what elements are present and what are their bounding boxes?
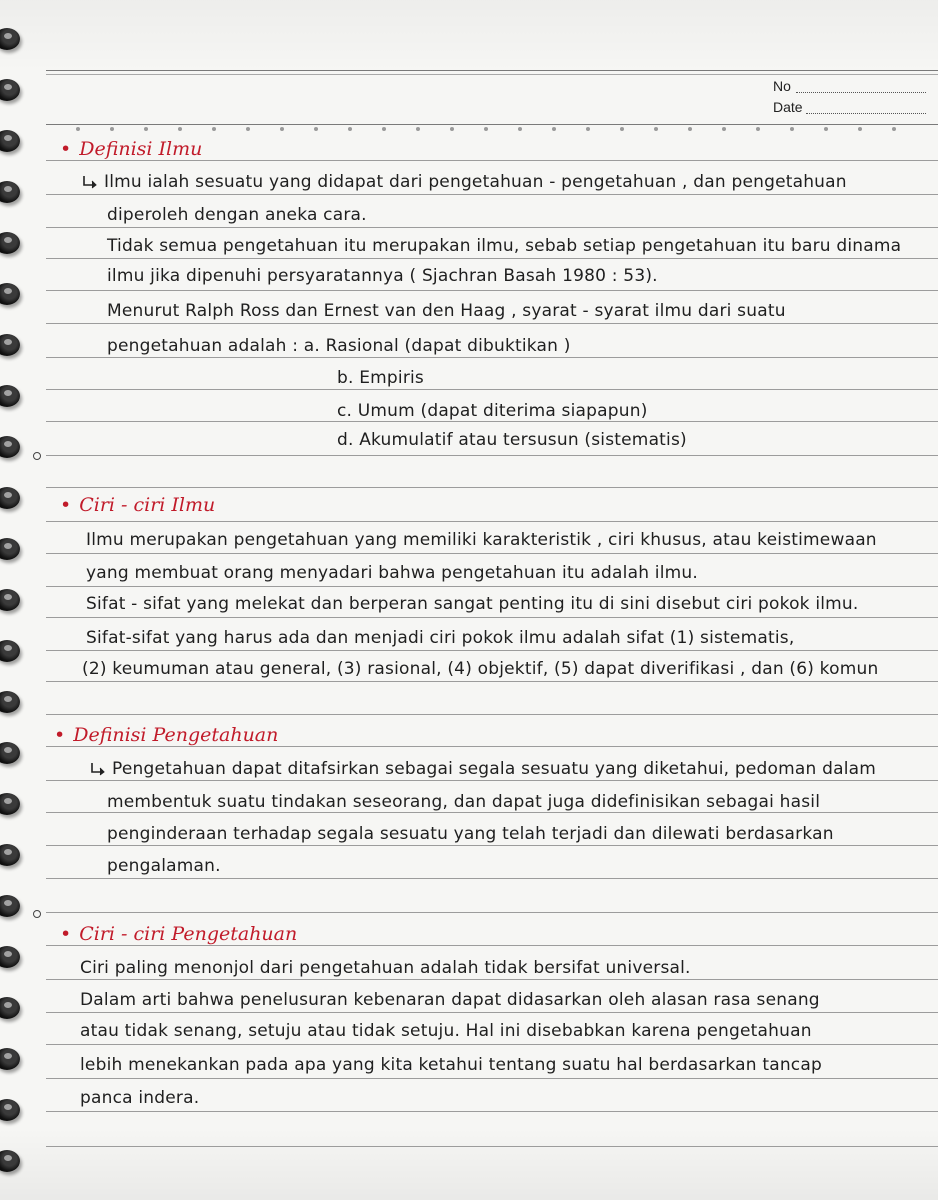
text-line: Dalam arti bahwa penelusuran kebenaran dapat didasarkan oleh alasan rasa senang — [80, 990, 820, 1010]
heading-ciri-ilmu: • Ciri - ciri Ilmu — [60, 494, 216, 516]
heading-definisi-pengetahuan: • Definisi Pengetahuan — [54, 724, 279, 746]
ruled-line — [46, 1146, 938, 1147]
ruled-line — [46, 878, 938, 879]
spiral-coil — [0, 181, 20, 203]
header-dot — [654, 127, 658, 131]
ruled-line — [46, 1012, 938, 1013]
header-dot — [824, 127, 828, 131]
text-line: yang membuat orang menyadari bahwa pengetahuan itu adalah ilmu. — [86, 563, 698, 583]
ruled-line — [46, 714, 938, 715]
text-line: Pengetahuan dapat ditafsirkan sebagai segala sesuatu yang diketahui, pedoman dalam — [90, 759, 876, 779]
header-dot — [382, 127, 386, 131]
spiral-binding — [0, 0, 36, 1200]
hole-mark — [33, 910, 41, 918]
header-dot — [892, 127, 896, 131]
header-dot — [280, 127, 284, 131]
spiral-coil — [0, 1099, 20, 1121]
ruled-line — [46, 389, 938, 390]
header-dot — [314, 127, 318, 131]
header-dot — [586, 127, 590, 131]
ruled-line — [46, 1044, 938, 1045]
arrow-icon — [82, 175, 98, 189]
spiral-coil — [0, 232, 20, 254]
no-field-line — [796, 92, 926, 93]
ruled-line — [46, 160, 938, 161]
date-label: Date — [773, 99, 803, 115]
spiral-coil — [0, 1048, 20, 1070]
spiral-coil — [0, 691, 20, 713]
text-line: diperoleh dengan aneka cara. — [107, 205, 367, 225]
text-line: (2) keumuman atau general, (3) rasional, (4) objektif, (5) dapat diverifikasi , dan (6) komun — [82, 659, 879, 679]
text-line: lebih menekankan pada apa yang kita ketahui tentang suatu hal berdasarkan tancap — [80, 1055, 822, 1075]
spiral-coil — [0, 895, 20, 917]
text-line: membentuk suatu tindakan seseorang, dan dapat juga didefinisikan sebagai hasil — [107, 792, 821, 812]
ruled-line — [46, 455, 938, 456]
header-dot — [790, 127, 794, 131]
text-line: Ilmu ialah sesuatu yang didapat dari pengetahuan - pengetahuan , dan pengetahuan — [82, 172, 847, 192]
arrow-icon — [90, 762, 106, 776]
spiral-coil — [0, 1150, 20, 1172]
text-line: penginderaan terhadap segala sesuatu yang telah terjadi dan dilewati berdasarkan — [107, 824, 834, 844]
text-line: Sifat-sifat yang harus ada dan menjadi ciri pokok ilmu adalah sifat (1) sistematis, — [86, 628, 795, 648]
ruled-line — [46, 746, 938, 747]
header-dot — [756, 127, 760, 131]
ruled-line — [46, 912, 938, 913]
ruled-line — [46, 194, 938, 195]
spiral-coil — [0, 487, 20, 509]
ruled-line — [46, 617, 938, 618]
header-dot — [688, 127, 692, 131]
header-dot — [620, 127, 624, 131]
ruled-line — [46, 421, 938, 422]
ruled-line — [46, 812, 938, 813]
spiral-coil — [0, 334, 20, 356]
ruled-line — [46, 650, 938, 651]
header-dot — [722, 127, 726, 131]
ruled-line — [46, 521, 938, 522]
spiral-coil — [0, 28, 20, 50]
ruled-line — [46, 780, 938, 781]
ruled-line — [46, 290, 938, 291]
spiral-coil — [0, 589, 20, 611]
ruled-line — [46, 1111, 938, 1112]
spiral-coil — [0, 997, 20, 1019]
text-line: panca indera. — [80, 1088, 200, 1108]
text-line: atau tidak senang, setuju atau tidak setuju. Hal ini disebabkan karena pengetahuan — [80, 1021, 812, 1041]
spiral-coil — [0, 436, 20, 458]
text-line: d. Akumulatif atau tersusun (sistematis) — [337, 430, 687, 450]
spiral-coil — [0, 946, 20, 968]
spiral-coil — [0, 385, 20, 407]
ruled-line — [46, 1078, 938, 1079]
heading-definisi-ilmu: • Definisi Ilmu — [60, 138, 203, 160]
spiral-coil — [0, 130, 20, 152]
ruled-line — [46, 979, 938, 980]
spiral-coil — [0, 538, 20, 560]
text-line: ilmu jika dipenuhi persyaratannya ( Sjachran Basah 1980 : 53). — [107, 266, 658, 286]
ruled-line — [46, 586, 938, 587]
header-rule-top — [46, 70, 938, 71]
header-dot-row — [46, 127, 938, 137]
hole-mark — [33, 452, 41, 460]
spiral-coil — [0, 742, 20, 764]
date-field-line — [806, 113, 926, 114]
no-label: No — [773, 78, 791, 94]
heading-ciri-pengetahuan: • Ciri - ciri Pengetahuan — [60, 923, 298, 945]
header-dot — [110, 127, 114, 131]
header-dot — [552, 127, 556, 131]
text-line: Menurut Ralph Ross dan Ernest van den Haag , syarat - syarat ilmu dari suatu — [107, 301, 786, 321]
spiral-coil — [0, 793, 20, 815]
ruled-line — [46, 323, 938, 324]
header-dot — [518, 127, 522, 131]
ruled-line — [46, 258, 938, 259]
header-dot — [212, 127, 216, 131]
text-line: Tidak semua pengetahuan itu merupakan ilmu, sebab setiap pengetahuan itu baru dinama — [107, 236, 902, 256]
ruled-line — [46, 845, 938, 846]
ruled-line — [46, 357, 938, 358]
spiral-coil — [0, 640, 20, 662]
header-dot — [144, 127, 148, 131]
spiral-coil — [0, 283, 20, 305]
header-dot — [246, 127, 250, 131]
header-dot — [76, 127, 80, 131]
spiral-coil — [0, 79, 20, 101]
text-line: Sifat - sifat yang melekat dan berperan sangat penting itu di sini disebut ciri pokok ilmu. — [86, 594, 859, 614]
spiral-coil — [0, 844, 20, 866]
header-dot — [858, 127, 862, 131]
header-dot — [450, 127, 454, 131]
ruled-line — [46, 553, 938, 554]
header-rule-top-2 — [46, 74, 938, 75]
header-dot — [178, 127, 182, 131]
text-line: Ciri paling menonjol dari pengetahuan adalah tidak bersifat universal. — [80, 958, 691, 978]
text-line: c. Umum (dapat diterima siapapun) — [337, 401, 648, 421]
header-dot — [484, 127, 488, 131]
ruled-line — [46, 227, 938, 228]
text-line: pengalaman. — [107, 856, 221, 876]
text-line: pengetahuan adalah : a. Rasional (dapat dibuktikan ) — [107, 336, 571, 356]
text-line: Ilmu merupakan pengetahuan yang memiliki karakteristik , ciri khusus, atau keistimewaan — [86, 530, 877, 550]
ruled-line — [46, 681, 938, 682]
ruled-line — [46, 487, 938, 488]
header-rule-bottom — [46, 124, 938, 125]
header-dot — [348, 127, 352, 131]
text-line: b. Empiris — [337, 368, 424, 388]
header-dot — [416, 127, 420, 131]
ruled-line — [46, 945, 938, 946]
